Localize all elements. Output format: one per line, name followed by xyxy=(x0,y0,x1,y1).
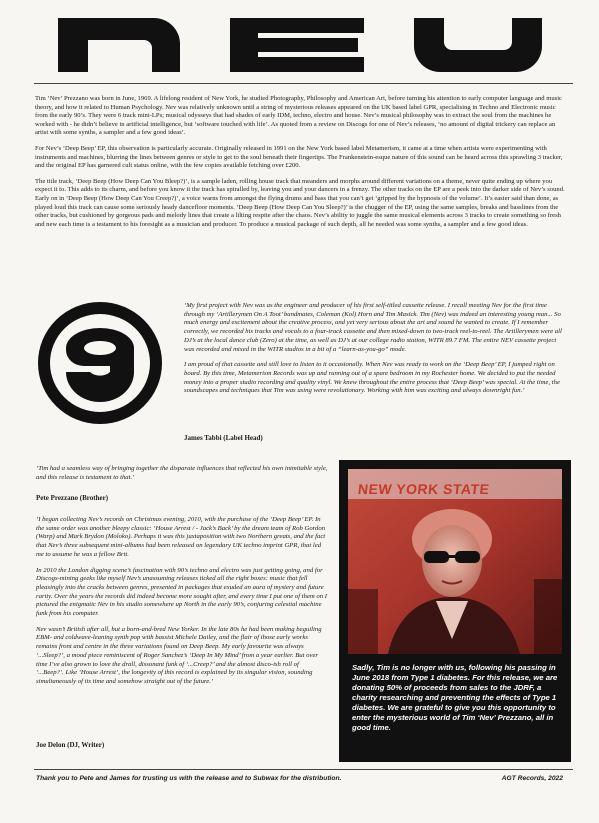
tabbi-quote-paragraph: I am proud of that cassette and still love to listen to it occasionally. When Nev was ready to work on the ‘Deep Beep’ EP, I jumped right on board. By this time, Metamerism Records was up and running out of a spare bedroom in my Rochester home. We decided to put the needed money into a proper studio recording and quality vinyl. We knew throughout the entire process that ‘Deep Beep’ was special. At the time, the soundscapes and techniques that Tim was using were revolutionary. Working with him was exciting and always downright fun.’ xyxy=(184,361,560,395)
tabbi-quote xyxy=(184,302,568,403)
bottom-divider xyxy=(34,769,573,770)
top-divider xyxy=(34,83,573,84)
footer-thanks: Thank you to Pete and James for trusting us with the release and to Subwax for the distribution. xyxy=(36,775,342,782)
memorial-text: Sadly, Tim is no longer with us, following his passing in June 2018 from Type 1 diabetes. For this release, we are donating 50% of proceeds from sales to the JDRF, a charity researching and preventing the effects of Type 1 diabetes. We are grateful to give you this opportunity to enter the mysterious world of Tim ‘Nev’ Prezzano, all in good time. xyxy=(352,663,558,732)
joe-quote xyxy=(36,516,328,694)
footer-label: AGT Records, 2022 xyxy=(501,775,563,782)
circle-9-logo xyxy=(36,300,164,426)
intro-paragraph: Tim ‘Nev’ Prezzano was born in June, 1969. A lifelong resident of New York, he studied Photography, Philosophy and American Art, before turning his attention to early computer language and music theory, and how it related to Human Psychology. Nev was relatively unknown until a string of mysterious releases appeared on the UK based label GPR, specialising in Techno and Electronic music from the early 90’s. They were 6 track mini-LPs; musical odysseys that had shades of early IDM, techno, electro and house. Nev’s musical philosophy was to extract the soul from the machines he worked with - he didn’t believe in artificial intelligence, but ‘software touched with life’. As quoted from a review on Discogs for one of Nev’s releases, ‘no amount of digital trickery can replace an artist with some synths, a sampler and a few good ideas’. xyxy=(35,95,562,137)
circle-9-logo-mark xyxy=(36,300,164,426)
joe-quote-paragraph: ‘I began collecting Nev’s records on Christmas evening, 2010, with the purchase of the ‘Deep Beep’ EP. In the same order was another bleepy classic: ‘House Arrest / - Jack’s Back’ by the dream team of Rob Gordon (Warp) and Mark Brydon (Moloko). Perhaps it was this juxtaposition with two Northern greats, and the fact that Nev’s three subsequent mini-albums had been released on legendary UK techno imprint GPR, that led me to assume he was a fellow Brit. xyxy=(36,516,326,558)
joe-quote-paragraph: In 2010 the London digging scene’s fascination with 90’s techno and electro was just getting going, and for Discogs-mining geeks like myself Nev’s unassuming releases ticked all the right boxes: music that fell pleasingly into the cracks between genres, presented in packages that exuded an aura of mystery and future rarity. Over the years the records did indeed become more sought after, and every time I put one of them on I pictured the enigmatic Nev in his studio somewhere up North in the early 90’s, conjuring celestial machine funk from his computer. xyxy=(36,566,328,618)
nev-logo xyxy=(58,18,542,72)
intro-text xyxy=(35,95,565,236)
joe-attribution: Joe Delon (DJ, Writer) xyxy=(36,741,105,749)
tabbi-attribution: James Tabbi (Label Head) xyxy=(184,434,263,442)
pete-attribution: Pete Prezzano (Brother) xyxy=(36,494,109,502)
memorial-box xyxy=(339,460,571,762)
tabbi-quote-paragraph: ‘My first project with Nev was as the engineer and producer of his first self-titled cassette release. I recall meeting Nev for the first time through my ‘Artillerymen On A Toot’ bandmates, Coleman (Kol) Horn and Tim Masick. Tim (Nev) was indeed an interesting young man... So much energy and excitement about the creative process, and yet very serious about the art and sound he wanted to create. If I remember correctly, we recorded his tracks and vocals to a four-track cassette and then mixed-down to two-track reel-to-reel. The Artillerymen were all DJ’s at the local dance club (Zero) at the time, as well as DJ’s at our college radio station, WITR 89.7 FM. The entire NEV cassette project was recorded and mixed in the WITR studios in a bit of a “learn-as-you-go” mode. xyxy=(184,302,562,353)
pete-quote: ‘Tim had a seamless way of bringing together the disparate influences that reflected his own inimitable style, and this release is testament to that.’ xyxy=(36,465,328,481)
photo-caption: NEW YORK STATE xyxy=(357,481,491,497)
joe-quote-paragraph: Nev wasn’t British after all, but a born-and-bred New Yorker. In the late 80s he had been making beguiling EBM- and coldwave-leaning synth pop with bassist Michele Dailey, and the flair of those early works remains front and centre in the three variations found on Deep Beep. My early favourite was always ‘...Sleep?’, a mood piece reminiscent of Roger Sanchez’s ‘Deep In My Mind’ from a year earlier. But over time I’ve also grown to love the drall, dissonant funk of ‘...Creep?’ and the almost disco-ish roll of ‘...Beep?’. Like ‘House Arrest’, the longevity of this record is explained by its singular vision, sounding simultaneously of its time and somehow straight out of the future.’ xyxy=(36,625,322,685)
intro-paragraph: The title track, ‘Deep Beep (How Deep Can You Bleep?)’, is a sample laden, rolling house track that meanders and morphs around different variations on a theme, never quite ending up where you expect it to. This adds to its charm, and before you know it the track has spiralled by, leaving you and your dancers in a frenzy. The other tracks on the EP are a peek into the darker side of Nev’s sound. Early on in ‘Deep Beep (How Deep Can You Creep?)’, a voice warns from amongst the flying drums and bass that you can’t get ‘gripped by the hypnosis of the volume’. It’s easier said than done, as played loud this track can cause some seriously heady dancefloor moments. ‘Deep Beep (How Deep Can You Sleep?)’ is the chugger of the EP, using the same samples, breaks and basslines from the other tracks, but cushioned by gorgeous pads and melody lines that create a lilting respite after the chaos. Nev’s ability to juggle the same musical elements across 3 tracks to create something so fresh and new each time is a testament to his foresight as a musician and producer. To produce a musical package of such depth, all he needed was some synths, a sampler and a few good ideas. xyxy=(35,177,565,228)
nev-logo-mark xyxy=(58,18,542,72)
intro-paragraph: For Nev’s ‘Deep Beep’ EP, this observation is particularly accurate. Originally released in 1991 on the New York based label Metamerism, it came at a time when artists were experimenting with instruments and machines, blurring the lines between genres or style to get to the soul beneath their fingertips. The Frankenstein-esque nature of this sound can be heard across this sprawling 3 tracker, and the original EP has garnered cult status online, with the few copies available fetching over £200. xyxy=(35,144,563,170)
nev-photo xyxy=(348,469,562,654)
